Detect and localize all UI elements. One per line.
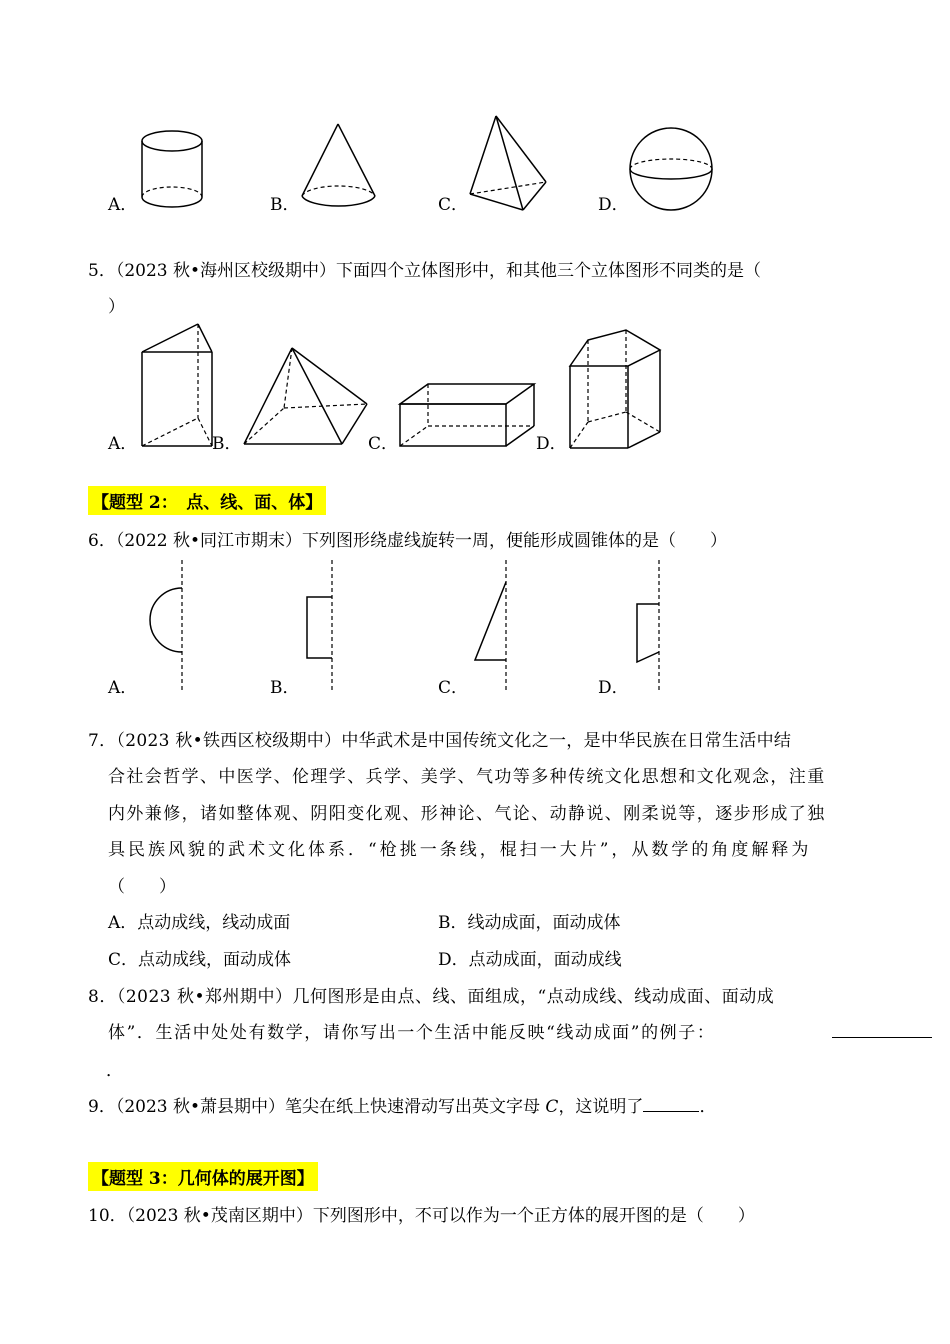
q4-option-c[interactable]: C． — [438, 195, 469, 215]
q7-line-2: 合社会哲学、中医学、伦理学、兵学、美学、气功等多种传统文化思想和文化观念，注重 — [108, 767, 826, 787]
q6-stem: 6．（2022 秋•同江市期末）下列图形绕虚线旋转一周，便能形成圆锥体的是（ ） — [88, 531, 728, 551]
q8-line-3: ． — [106, 1061, 123, 1081]
q7-line-4: 具民族风貌的武术文化体系．“枪挑一条线，棍扫一大片”，从数学的角度解释为 — [108, 840, 812, 860]
q9-letter: C — [545, 1097, 559, 1117]
q8-line-1: 8．（2023 秋•郑州期中）几何图形是由点、线、面组成，“点动成线、线动成面、面动成 — [88, 987, 775, 1007]
pentagonal-prism-figure — [568, 328, 664, 454]
cuboid-figure — [398, 382, 538, 452]
trapezoid-figure — [630, 560, 680, 695]
q9-text-2: ，这说明了 — [558, 1097, 644, 1117]
section-3-heading: 【题型 3：几何体的展开图】 — [88, 1162, 318, 1191]
q9-stem — [88, 1092, 716, 1117]
cone-figure — [300, 122, 380, 212]
q5-option-a[interactable]: A． — [108, 434, 138, 454]
q10-stem: 10．（2023 秋•茂南区期中）下列图形中，不可以作为一个正方体的展开图的是（ ） — [88, 1206, 755, 1226]
q4-option-b[interactable]: B． — [270, 195, 300, 215]
section-2-heading: 【题型 2： 点、线、面、体】 — [88, 486, 326, 515]
q7-option-b[interactable]: B．线动成面，面动成体 — [438, 913, 621, 933]
q8-line-2-text: 体”．生活中处处有数学，请你写出一个生活中能反映“线动成面”的例子： — [108, 1023, 716, 1043]
cylinder-figure — [140, 125, 210, 215]
q6-option-b[interactable]: B． — [270, 678, 300, 698]
q9-text: 9．（2023 秋•萧县期中）笔尖在纸上快速滑动写出英文字母 — [88, 1097, 546, 1117]
q7-option-d[interactable]: D．点动成面，面动成线 — [438, 950, 622, 970]
q8-answer-blank[interactable] — [832, 1036, 932, 1038]
q7-option-c[interactable]: C．点动成线，面动成体 — [108, 950, 292, 970]
q7-line-3: 内外兼修，诸如整体观、阴阳变化观、形神论、气论、动静说、刚柔说等，逐步形成了独 — [108, 804, 826, 824]
q4-option-d[interactable]: D． — [598, 195, 629, 215]
pyramid-figure — [468, 114, 548, 214]
q4-option-a[interactable]: A． — [108, 195, 138, 215]
q9-answer-blank[interactable] — [643, 1095, 699, 1112]
rectangle-figure — [300, 560, 350, 695]
q7-line-5: （ ） — [108, 877, 176, 897]
right-triangle-figure — [470, 560, 520, 695]
q9-end: ． — [699, 1097, 717, 1117]
q7-option-a[interactable]: A．点动成线，线动成面 — [108, 913, 291, 933]
square-pyramid-figure — [242, 346, 372, 446]
q6-option-d[interactable]: D． — [598, 678, 629, 698]
q6-option-c[interactable]: C． — [438, 678, 469, 698]
q6-option-a[interactable]: A． — [108, 678, 138, 698]
q5-option-b[interactable]: B． — [212, 434, 242, 454]
q7-line-1: 7．（2023 秋•铁西区校级期中）中华武术是中国传统文化之一，是中华民族在日常生活中结 — [88, 731, 792, 751]
q8-line-2 — [108, 1018, 715, 1043]
q5-option-d[interactable]: D． — [536, 434, 567, 454]
q5-stem: 5．（2023 秋•海州区校级期中）下面四个立体图形中，和其他三个立体图形不同类的是（ — [88, 261, 762, 281]
triangular-prism-figure — [140, 322, 220, 452]
q5-option-c[interactable]: C． — [368, 434, 399, 454]
q5-stem-end: ） — [108, 297, 125, 317]
sphere-figure — [630, 128, 715, 213]
semicircle-figure — [145, 560, 195, 695]
